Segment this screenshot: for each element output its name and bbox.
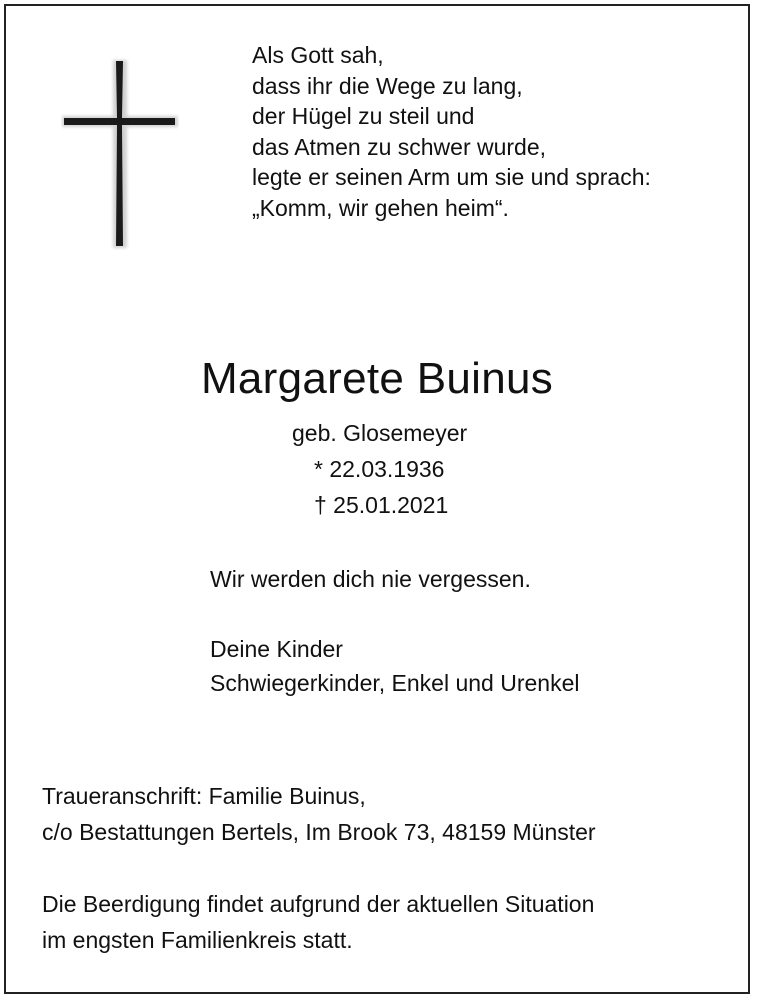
poem-line: das Atmen zu schwer wurde, [252, 133, 547, 160]
poem-line: legte er seinen Arm um sie und sprach: [252, 164, 651, 190]
address-line: c/o Bestattungen Bertels, Im Brook 73, 48159 Münster [42, 819, 596, 845]
address-line: Traueranschrift: Familie Buinus, [42, 783, 366, 809]
funeral-note [42, 886, 594, 958]
poem-line: „Komm, wir gehen heim“. [252, 194, 509, 221]
poem-line: der Hügel zu steil und [252, 103, 475, 129]
death-date: † 25.01.2021 [314, 492, 449, 518]
birth-date: * 22.03.1936 [314, 456, 445, 482]
birth-name: geb. Glosemeyer [292, 420, 468, 446]
poem-line: dass ihr die Wege zu lang, [252, 72, 523, 99]
poem [252, 40, 651, 223]
mourners-line: Deine Kinder [210, 636, 343, 662]
latin-cross-icon [61, 58, 179, 250]
motto-line: Wir werden dich nie vergessen. [210, 566, 531, 592]
deceased-name: Margarete Buinus [200, 354, 554, 403]
funeral-line: Die Beerdigung findet aufgrund der aktuellen Situation [42, 891, 595, 917]
funeral-line: im engsten Familienkreis statt. [42, 927, 353, 953]
mourning-address [42, 778, 596, 850]
mourners-line: Schwiegerkinder, Enkel und Urenkel [210, 670, 580, 696]
mourners [210, 632, 579, 700]
obituary-notice [4, 4, 750, 994]
poem-line: Als Gott sah, [252, 42, 384, 68]
